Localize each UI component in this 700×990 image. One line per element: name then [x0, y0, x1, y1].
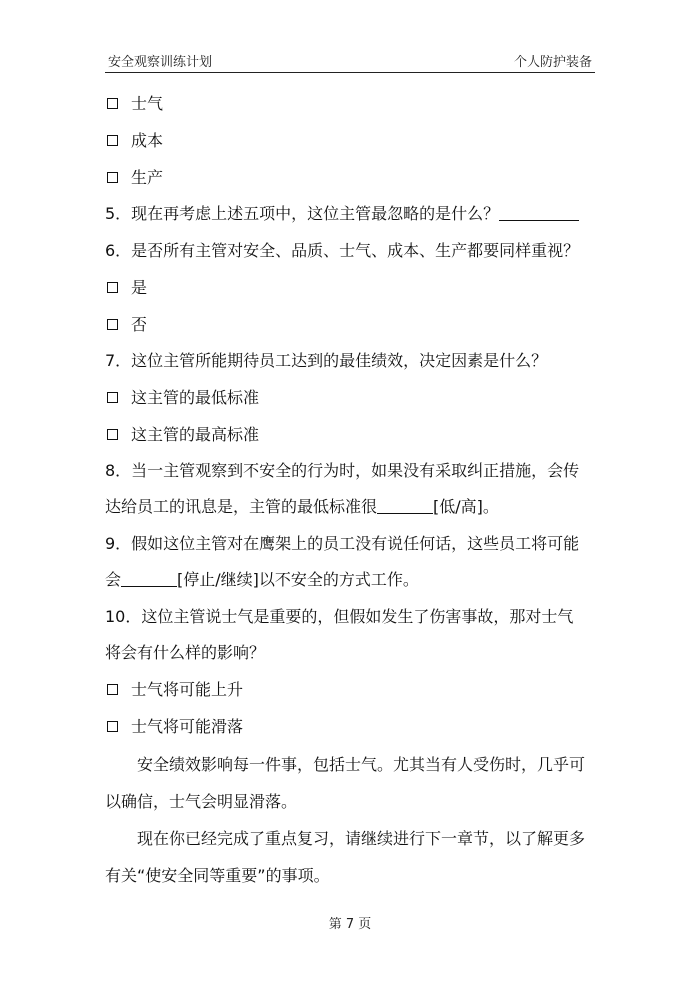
checkbox[interactable]	[107, 684, 118, 695]
page-header	[105, 48, 595, 73]
answer-blank[interactable]	[377, 497, 433, 514]
option-item[interactable]	[105, 278, 600, 298]
option-label: 士气	[131, 94, 164, 113]
question-7: 7．这位主管所能期待员工达到的最佳绩效，决定因素是什么？	[105, 351, 548, 370]
checkbox[interactable]	[107, 98, 118, 109]
question-10-line2: 将会有什么样的影响？	[105, 643, 266, 662]
option-item[interactable]	[105, 717, 600, 737]
option-label: 成本	[131, 131, 164, 150]
option-item[interactable]	[105, 388, 600, 408]
option-item[interactable]	[105, 680, 600, 700]
paragraph-1-line2: 以确信，士气会明显滑落。	[105, 792, 298, 811]
checkbox[interactable]	[107, 282, 118, 293]
checkbox[interactable]	[107, 721, 118, 732]
paragraph-1-line1: 安全绩效影响每一件事，包括士气。尤其当有人受伤时，几乎可	[137, 755, 586, 774]
header-right-title: 个人防护装备	[513, 55, 592, 70]
question-9-line1: 9．假如这位主管对在鹰架上的员工没有说任何话，这些员工将可能	[105, 534, 580, 553]
checkbox[interactable]	[107, 135, 118, 146]
option-label: 这主管的最低标准	[131, 388, 260, 407]
option-item[interactable]	[105, 315, 600, 335]
question-text: 达给员工的讯息是，主管的最低标准很	[105, 497, 378, 516]
checkbox[interactable]	[107, 319, 118, 330]
question-10-line1: 10．这位主管说士气是重要的，但假如发生了伤害事故，那对士气	[105, 607, 574, 626]
option-label: 生产	[131, 168, 164, 187]
checkbox[interactable]	[107, 429, 118, 440]
option-item[interactable]	[105, 131, 600, 151]
option-item[interactable]	[105, 168, 600, 188]
header-left-title: 安全观察训练计划	[108, 55, 213, 70]
option-item[interactable]	[105, 94, 600, 114]
question-8-line1: 8．当一主管观察到不安全的行为时，如果没有采取纠正措施，会传	[105, 461, 580, 480]
option-label: 士气将可能滑落	[131, 717, 244, 736]
option-label: 是	[131, 278, 148, 297]
paragraph-2-line2: 有关“使安全同等重要”的事项。	[105, 866, 330, 885]
option-label: 否	[131, 315, 148, 334]
question-5	[105, 204, 600, 224]
question-text: [低/高]。	[433, 497, 499, 516]
page-number: 第 7 页	[328, 917, 372, 932]
question-6: 6．是否所有主管对安全、品质、士气、成本、生产都要同样重视？	[105, 241, 580, 260]
question-text: [停止/继续]以不安全的方式工作。	[177, 570, 419, 589]
checkbox[interactable]	[107, 392, 118, 403]
option-item[interactable]	[105, 425, 600, 445]
question-text: 会	[105, 570, 122, 589]
question-8-line2	[105, 497, 600, 517]
question-text: 5．现在再考虑上述五项中，这位主管最忽略的是什么？	[105, 204, 500, 223]
checkbox[interactable]	[107, 172, 118, 183]
question-9-line2	[105, 570, 600, 590]
option-label: 士气将可能上升	[131, 680, 244, 699]
option-label: 这主管的最高标准	[131, 425, 260, 444]
answer-blank[interactable]	[499, 204, 579, 221]
paragraph-2-line1: 现在你已经完成了重点复习，请继续进行下一章节，以了解更多	[137, 829, 586, 848]
answer-blank[interactable]	[121, 570, 177, 587]
